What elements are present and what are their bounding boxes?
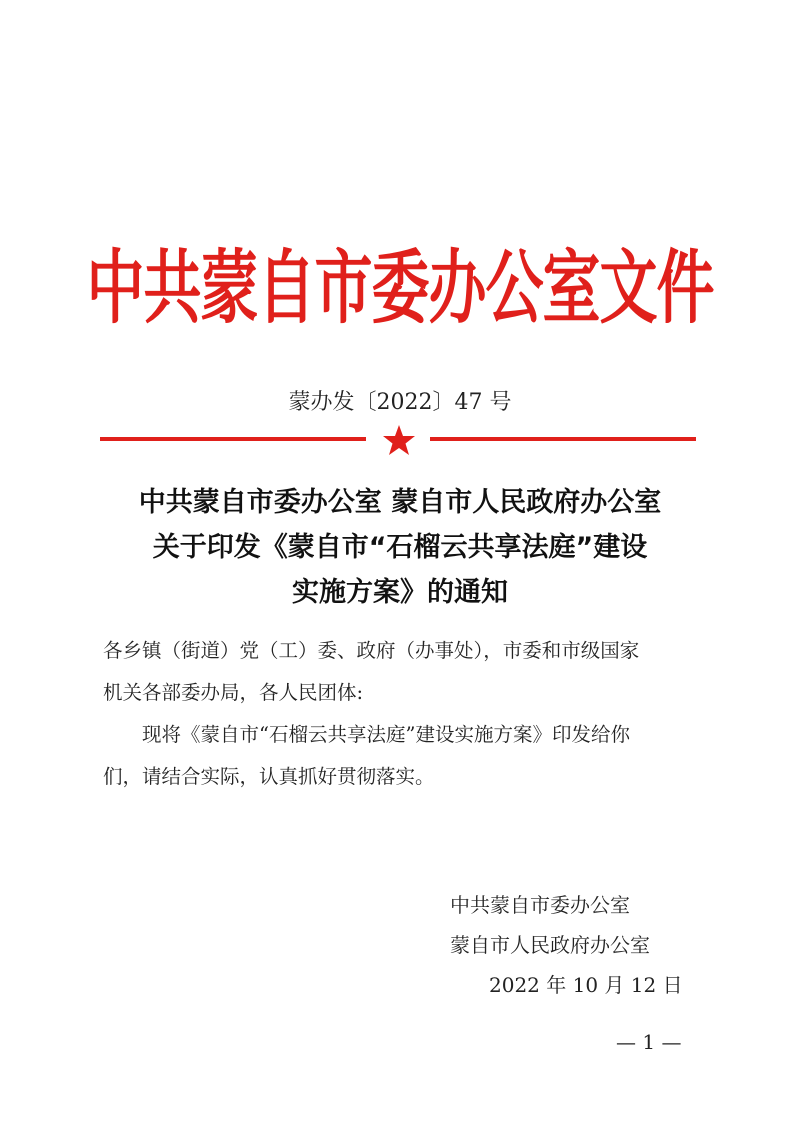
title-line-1: 中共蒙自市委办公室 蒙自市人民政府办公室 <box>138 487 662 518</box>
document-number: 蒙办发〔2022〕47 号 <box>288 390 512 415</box>
title-line-3: 实施方案》的通知 <box>292 577 508 608</box>
red-divider-left <box>100 437 366 441</box>
page-number: — 1 — <box>616 1030 682 1054</box>
addressee-line-1: 各乡镇（街道）党（工）委、政府（办事处），市委和市级国家 <box>103 639 640 662</box>
red-divider-right <box>430 437 696 441</box>
paragraph-line-2: 们，请结合实际，认真抓好贯彻落实。 <box>103 765 435 788</box>
body-paragraph <box>103 714 703 798</box>
signature-date: 2022 年 10 月 12 日 <box>489 973 683 997</box>
addressee-line-2: 机关各部委办局，各人民团体: <box>103 681 364 704</box>
title-line-2: 关于印发《蒙自市“石榴云共享法庭”建设 <box>152 532 648 563</box>
signature-org-1: 中共蒙自市委办公室 <box>450 893 630 917</box>
red-star-icon <box>382 424 416 456</box>
document-title <box>0 480 800 615</box>
paragraph-line-1: 现将《蒙自市“石榴云共享法庭”建设实施方案》印发给你 <box>142 723 630 746</box>
addressee-block <box>103 630 703 714</box>
signature-org-2: 蒙自市人民政府办公室 <box>450 933 650 957</box>
document-masthead: 中共蒙自市委办公室文件 <box>86 241 714 335</box>
